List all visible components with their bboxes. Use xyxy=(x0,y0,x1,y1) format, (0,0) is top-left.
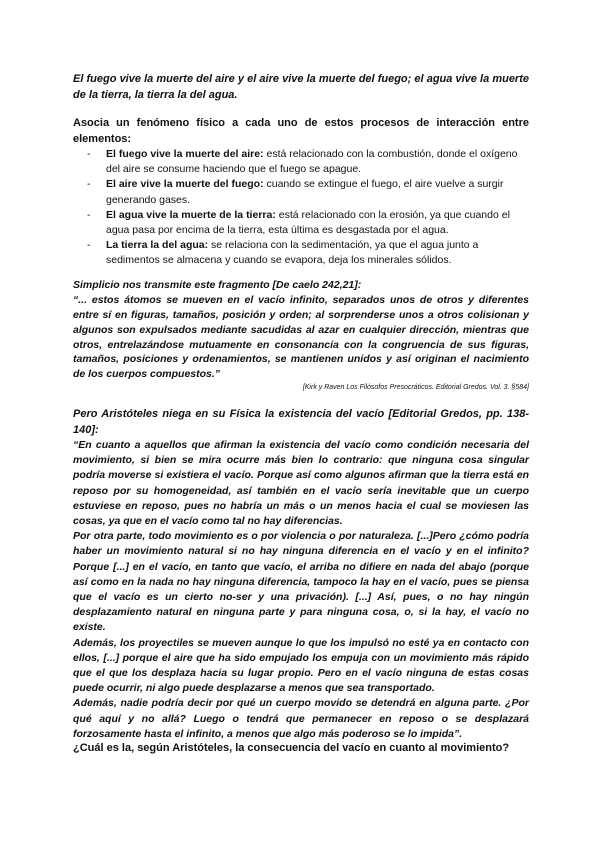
simplicio-citation: [Kirk y Raven Los Filósofos Presocráticos. Editorial Gredos. Vol. 3. §584] xyxy=(302,383,529,391)
intro-quote: El fuego vive la muerte del aire y el aire vive la muerte del fuego; el agua vive la muerte de la tierra, la tierra la del agua. xyxy=(73,73,529,101)
list-item-text: está relacionado con la combustión, donde el oxígeno del aire se consume haciendo que el fuego se apague. xyxy=(106,148,518,176)
aristotle-paragraph: “En cuanto a aquellos que afirman la existencia del vacío como condición necesaria del movimiento, si bien se mira ocurre más bien lo contrario: que ninguna cosa singular podría moverse si existiera el vacío. Porque así como algunos afirman que la tierra está en reposo por su homogeneidad, así también en el vacío sería inevitable que un cuerpo estuviese en reposo, pues no habría un más o un menos hacia el cual se moviesen las cosas, ya que en el vacío como tal no hay diferencias. xyxy=(73,439,529,528)
list-item-term: El agua vive la muerte de la tierra: xyxy=(106,208,276,221)
aristotle-section xyxy=(73,406,529,742)
list-item: - El aire vive la muerte del fuego: cuando se extingue el fuego, el aire vuelve a surgir generando gases. xyxy=(87,178,504,206)
task-section xyxy=(73,115,529,269)
list-item-text: cuando se extingue el fuego, el aire vuelve a surgir generando gases. xyxy=(106,178,504,206)
simplicio-quote: “... estos átomos se mueven en el vacío infinito, separados unos de otros y diferentes entre sí en figuras, tamaños, posición y orden; al sorprenderse unos a otros colisionan y algunos son expulsados mediante sacudidas al azar en cualquier dirección, mientras que otros, entrelazándose mutuamente en consonancia con la congruencia de sus figuras, tamaños, posiciones y ordenamientos, se mantienen unidos y así originan el nacimiento de los cuerpos compuestos.” xyxy=(73,294,529,381)
aristotle-paragraph: Además, los proyectiles se mueven aunque lo que los impulsó no esté ya en contacto con ellos, [...] porque el aire que ha sido empujado los empuja con un movimiento más rápido que el que los desplaza hacia su lugar propio. Pero en el vacío ninguna de estas cosas puede ocurrir, ni algo puede desplazarse a menos que sea transportado. xyxy=(73,636,529,695)
list-item-text: está relacionado con la erosión, ya que cuando el agua pasa por encima de la tierra, esta última es desgastada por el agua. xyxy=(106,208,510,237)
list-item-term: El aire vive la muerte del fuego: xyxy=(106,178,264,191)
list-item: - El fuego vive la muerte del aire: está relacionado con la combustión, donde el oxígeno del aire se consume haciendo que el fuego se apague. xyxy=(87,148,518,176)
aristotle-paragraph: Por otra parte, todo movimiento es o por violencia o por naturaleza. [...]Pero ¿cómo podría haber un movimiento natural si no hay ninguna diferencia en el vacío y en el infinito? Porque [...] en el vacío, en tanto que vacío, el arriba no difiere en nada del abajo (porque así como en la nada no hay ninguna diferencia, tampoco la hay en el vacío, pues se piensa que el vacío es un cierto no-ser y una privación). [...] Así, pues, o no hay ningún desplazamiento natural en ninguna parte y para ninguna cosa, o, si la hay, el vacío no existe. xyxy=(73,530,529,634)
simplicio-section xyxy=(73,278,529,393)
aristotle-heading: Pero Aristóteles niega en su Física la existencia del vacío [Editorial Gredos, pp. 138-140]: xyxy=(73,408,529,436)
list-item-term: El fuego vive la muerte del aire: xyxy=(106,148,264,160)
list-item: - El agua vive la muerte de la tierra: está relacionado con la erosión, ya que cuando el agua pasa por encima de la tierra, esta última es desgastada por el agua. xyxy=(87,208,510,237)
task-heading: Asocia un fenómeno físico a cada uno de estos procesos de interacción entre elementos: xyxy=(73,117,529,145)
task-list xyxy=(73,147,529,269)
simplicio-heading: Simplicio nos transmite este fragmento [De caelo 242,21]: xyxy=(73,279,362,291)
aristotle-paragraph: Además, nadie podría decir por qué un cuerpo movido se detendrá en alguna parte. ¿Por qué aquí y no allá? Luego o tendrá que permanecer en reposo o se desplazará forzosamente hasta el infinito, a menos que algo más poderoso se lo impida”. xyxy=(73,697,529,740)
question: ¿Cuál es la, según Aristóteles, la consecuencia del vacío en cuanto al movimiento? xyxy=(73,742,510,754)
list-item: - La tierra la del agua: se relaciona con la sedimentación, ya que el agua junto a sedimentos se almacena y cuando se evapora, deja los minerales sólidos. xyxy=(87,239,479,267)
list-item-text: se relaciona con la sedimentación, ya que el agua junto a sedimentos se almacena y cuando se evapora, deja los minerales sólidos. xyxy=(106,239,479,267)
list-item-term: La tierra la del agua: xyxy=(106,239,209,252)
